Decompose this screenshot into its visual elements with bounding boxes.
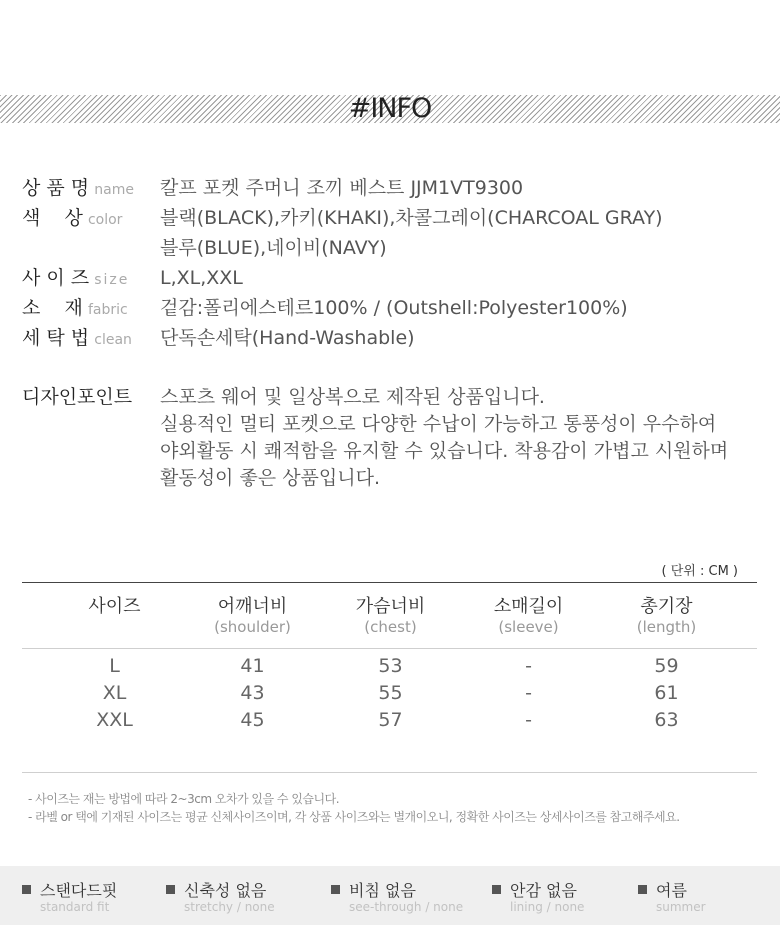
design-point-line: 활동성이 좋은 상품입니다. (160, 467, 381, 489)
feature-label: 비침 없음 (349, 881, 416, 900)
header-sub: (shoulder) (214, 618, 291, 636)
square-bullet-icon (331, 885, 340, 894)
header-main: 사이즈 (88, 596, 141, 617)
feature-sublabel: see-through / none (349, 900, 464, 914)
header-length (604, 592, 729, 636)
sleeve-column (466, 653, 591, 734)
fabric-sublabel: fabric (87, 302, 128, 318)
table-cell: 61 (654, 682, 679, 704)
square-bullet-icon (166, 885, 175, 894)
color-value-line2: 블루(BLUE),네이비(NAVY) (160, 237, 387, 259)
feature-sublabel: summer (656, 900, 706, 914)
fabric-value: 겉감:폴리에스테르100% / (Outshell:Polyester100%) (160, 297, 628, 319)
name-sublabel: name (94, 182, 134, 198)
table-cell: 45 (240, 709, 265, 731)
design-point-line: 스포츠 웨어 및 일상복으로 제작된 상품입니다. (160, 386, 545, 408)
info-size-row (22, 263, 129, 295)
design-point-label: 디자인포인트 (22, 386, 133, 408)
color-label: 색 상 (22, 207, 83, 229)
color-value-line1: 블랙(BLACK),카키(KHAKI),차콜그레이(CHARCOAL GRAY) (160, 207, 663, 229)
feature-sublabel: stretchy / none (184, 900, 275, 914)
square-bullet-icon (638, 885, 647, 894)
table-cell: 57 (378, 709, 403, 731)
square-bullet-icon (22, 885, 31, 894)
unit-label: ( 단위 : CM ) (661, 564, 738, 579)
header-main: 가슴너비 (355, 596, 426, 617)
feature-sublabel: standard fit (40, 900, 110, 914)
table-header-rule (22, 648, 757, 649)
header-chest (328, 592, 453, 636)
feature-label: 신축성 없음 (184, 881, 267, 900)
size-sublabel: size (94, 272, 130, 288)
table-top-rule (22, 582, 757, 583)
table-cell: 41 (240, 655, 265, 677)
feature-label: 스탠다드핏 (40, 881, 118, 900)
name-label: 상 품 명 (22, 177, 90, 199)
product-features-bar (0, 866, 780, 925)
feature-label: 안감 없음 (510, 881, 577, 900)
info-fabric-row (22, 293, 128, 325)
shoulder-column (190, 653, 315, 734)
table-cell: 43 (240, 682, 265, 704)
size-column (52, 653, 177, 734)
chest-column (328, 653, 453, 734)
table-cell: 63 (654, 709, 679, 731)
table-cell: XXL (96, 709, 133, 731)
info-color-row (22, 203, 122, 235)
design-point-line: 야외활동 시 쾌적함을 유지할 수 있습니다. 착용감이 가볍고 시원하며 (160, 440, 729, 462)
header-sub: (chest) (364, 618, 417, 636)
table-cell: L (109, 655, 120, 677)
square-bullet-icon (492, 885, 501, 894)
header-main: 어깨너비 (217, 596, 288, 617)
design-point-line: 실용적인 멀티 포켓으로 다양한 수납이 가능하고 통풍성이 우수하여 (160, 413, 717, 435)
header-main: 총기장 (640, 596, 693, 617)
header-sub: (sleeve) (498, 618, 559, 636)
feature-sublabel: lining / none (510, 900, 585, 914)
section-title: #INFO (348, 93, 432, 124)
table-cell: 53 (378, 655, 403, 677)
table-cell: 55 (378, 682, 403, 704)
table-cell: XL (102, 682, 127, 704)
info-name-row (22, 173, 134, 205)
header-sleeve (466, 592, 591, 636)
fabric-label: 소 재 (22, 297, 83, 319)
header-sub: (length) (636, 618, 697, 636)
clean-sublabel: clean (94, 332, 132, 348)
table-cell: - (525, 709, 532, 731)
table-cell: - (525, 682, 532, 704)
size-note: - 사이즈는 재는 방법에 따라 2~3cm 오차가 있을 수 있습니다. (28, 792, 340, 806)
name-value: 칼프 포켓 주머니 조끼 베스트 JJM1VT9300 (160, 177, 524, 199)
header-shoulder (190, 592, 315, 636)
clean-value: 단독손세탁(Hand-Washable) (160, 327, 415, 349)
length-column (604, 653, 729, 734)
size-label: 사 이 즈 (22, 267, 90, 289)
table-cell: - (525, 655, 532, 677)
clean-label: 세 탁 법 (22, 327, 90, 349)
header-size (52, 592, 177, 618)
table-cell: 59 (654, 655, 679, 677)
info-clean-row (22, 323, 132, 355)
feature-label: 여름 (656, 881, 687, 900)
design-point-text (160, 384, 728, 492)
color-sublabel: color (87, 212, 123, 228)
header-main: 소매길이 (493, 596, 564, 617)
label-note: - 라벨 or 택에 기재된 사이즈는 평균 신체사이즈이며, 각 상품 사이즈와는 별개이오니, 정확한 사이즈는 상세사이즈를 참고해주세요. (28, 810, 680, 824)
table-bottom-rule (22, 772, 757, 773)
size-value: L,XL,XXL (160, 267, 243, 289)
